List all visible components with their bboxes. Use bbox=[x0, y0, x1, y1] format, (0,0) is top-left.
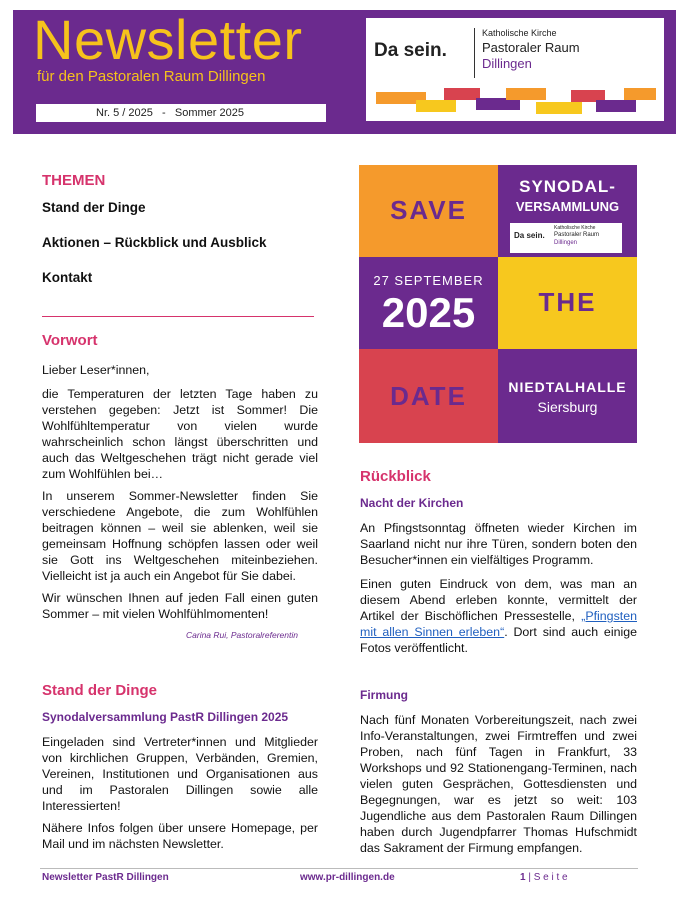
stand-paragraph: Nähere Infos folgen über unsere Homepage, per Mail und im nächsten Newsletter. bbox=[42, 821, 318, 851]
vorwort-paragraph: Wir wünschen Ihnen auf jeden Fall einen guten Sommer – mit vielen Wohlfühlmomenten! bbox=[42, 591, 318, 621]
logo-bar bbox=[596, 100, 636, 112]
logo-bar bbox=[506, 88, 546, 100]
rueckblick-paragraph-link bbox=[360, 576, 637, 656]
std-mini-logo-name: Pastoraler Raum bbox=[554, 232, 600, 238]
std-save: SAVE bbox=[390, 195, 467, 225]
themen-heading: THEMEN bbox=[42, 172, 106, 189]
logo-bar bbox=[624, 88, 656, 100]
std-mini-logo-brand: Da sein. bbox=[514, 231, 545, 240]
vorwort-paragraph: die Temperaturen der letzten Tage haben zu verstehen gegeben: Jetzt ist Sommer! Die Wohlfühltemperatur von vielen wurde wahrscheinlich schon längst überschritten und auch das Weltgeschehen trägt nicht gerade viel zum Wohlfühlen bei… bbox=[42, 387, 318, 481]
std-cell-datew bbox=[359, 349, 498, 443]
rueckblick-sub-nacht: Nacht der Kirchen bbox=[360, 496, 464, 510]
std-venue: NIEDTALHALLE bbox=[508, 379, 627, 395]
themen-item[interactable]: Aktionen – Rückblick und Ausblick bbox=[42, 235, 267, 250]
vorwort-heading: Vorwort bbox=[42, 332, 98, 349]
pastoral-logo bbox=[366, 18, 664, 121]
page-word: | S e i t e bbox=[525, 872, 568, 883]
rueckblick-heading: Rückblick bbox=[360, 468, 431, 485]
std-cell-save bbox=[359, 165, 498, 257]
std-place: Siersburg bbox=[537, 399, 598, 415]
std-mini-logo-org: Katholische Kirche bbox=[554, 225, 596, 231]
logo-org-name: Pastoraler Raum bbox=[482, 40, 580, 55]
themen-item[interactable]: Stand der Dinge bbox=[42, 200, 146, 215]
std-title-line2: VERSAMMLUNG bbox=[515, 199, 620, 214]
std-cell-date bbox=[359, 257, 498, 349]
firmung-paragraph: Nach fünf Monaten Vorbereitungszeit, nach zwei Info-Veranstaltungen, zwei Firmtreffen und zwei Proben, nach fünf Tagen in Frankfurt, 33 Workshops und 92 Stationengang-Terminen, nach vielen guten Gesprächen, Gottesdiensten und Begegnungen, war es jetzt so weit: 103 Jugendliche aus dem Pastoralen Raum Dillingen haben durch Jugendpfarrer Thomas Hufschmidt das Sakrament der Firmung empfangen. bbox=[360, 713, 637, 855]
vorwort-signature: Carina Rui, Pastoralreferentin bbox=[186, 630, 298, 640]
stand-paragraph: Eingeladen sind Vertreter*innen und Mitglieder von kirchlichen Gruppen, Verbänden, Gremien, Vereinen, Institutionen und Organisationen aus und im Pastoralen Dillingen sowie alle Interessierten! bbox=[42, 735, 318, 813]
logo-brand: Da sein. bbox=[374, 40, 447, 61]
std-date-small: 27 SEPTEMBER bbox=[373, 273, 484, 288]
logo-divider bbox=[474, 28, 475, 78]
newsletter-subtitle: für den Pastoralen Raum Dillingen bbox=[37, 68, 266, 85]
std-mini-logo bbox=[510, 223, 622, 253]
std-mini-logo-place: Dillingen bbox=[554, 240, 578, 246]
pfingsten-article-link[interactable]: „Pfingsten mit allen Sinnen erleben“ bbox=[360, 609, 637, 639]
rueckblick-p2-end: . Dort sind auch einige Fotos veröffentlicht. bbox=[360, 625, 637, 655]
std-cell-title bbox=[498, 165, 637, 257]
footer-page bbox=[520, 872, 568, 883]
stand-subheading: Synodalversammlung PastR Dillingen 2025 bbox=[42, 710, 289, 724]
logo-org-line: Katholische Kirche bbox=[482, 28, 557, 38]
logo-org-place: Dillingen bbox=[482, 56, 532, 71]
logo-bar bbox=[444, 88, 480, 100]
page-number: 1 bbox=[520, 872, 526, 883]
newsletter-header bbox=[13, 10, 676, 134]
logo-bar bbox=[416, 100, 456, 112]
newsletter-title: Newsletter bbox=[33, 8, 303, 71]
footer-title: Newsletter PastR Dillingen bbox=[42, 872, 169, 883]
vorwort-greeting: Lieber Leser*innen, bbox=[42, 363, 150, 377]
rueckblick-p2-text: Einen guten Eindruck von dem, was man an diesem Abend erleben konnte, vermittelt der Artikel der Bischöflichen Pressestelle, bbox=[360, 577, 637, 623]
themen-item[interactable]: Kontakt bbox=[42, 270, 93, 285]
stand-heading: Stand der Dinge bbox=[42, 682, 158, 699]
rueckblick-paragraph: An Pfingstsonntag öffneten wieder Kirchen im Saarland nicht nur ihre Türen, sondern boten den Besucher*innen ein vielfältiges Programm. bbox=[360, 521, 637, 567]
vorwort-paragraph: In unserem Sommer-Newsletter finden Sie verschiedene Angebote, die zum Wohlfühlen beitragen können – weil sie ablenken, weil sie gemeinsam Hoffnung schöpfen lassen oder weil sie Gott ins Weltgeschehen miteinbeziehen. Vielleicht ist ja auch ein Angebot für Sie dabei. bbox=[42, 489, 318, 583]
std-title-line1: SYNODAL- bbox=[519, 177, 616, 196]
save-the-date-graphic bbox=[359, 165, 637, 443]
section-divider bbox=[42, 316, 314, 317]
std-date-word: DATE bbox=[390, 381, 467, 411]
footer-website-link[interactable]: www.pr-dillingen.de bbox=[300, 872, 395, 883]
std-cell-venue bbox=[498, 349, 637, 443]
std-year: 2025 bbox=[381, 289, 476, 336]
std-the: THE bbox=[538, 287, 597, 317]
rueckblick-sub-firmung: Firmung bbox=[360, 688, 408, 702]
std-cell-the bbox=[498, 257, 637, 349]
logo-bar bbox=[536, 102, 582, 114]
issue-label: Nr. 5 / 2025 - Sommer 2025 bbox=[36, 104, 326, 122]
footer-rule bbox=[40, 868, 638, 869]
